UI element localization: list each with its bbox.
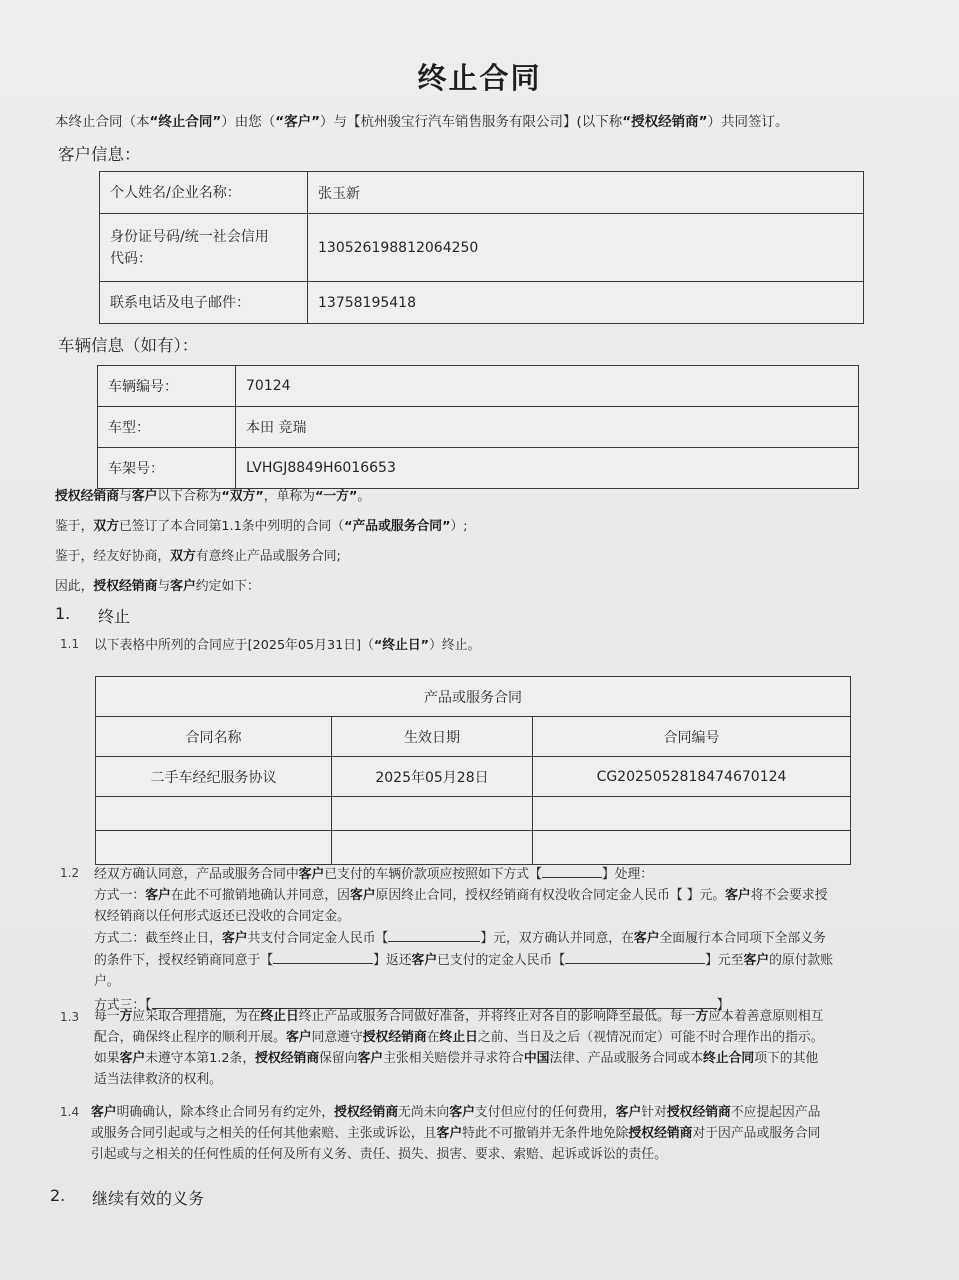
cell-empty <box>96 797 332 831</box>
cell-empty <box>96 831 332 865</box>
clause-1-2-number: 1.2 <box>60 866 80 880</box>
clause-1-3-number: 1.3 <box>60 1010 80 1024</box>
clause-1-1-text: 以下表格中所列的合同应于[2025年05月31日]（“终止日”）终止。 <box>94 638 481 653</box>
section-2-title: 继续有效的义务 <box>92 1189 205 1208</box>
deposit-amount-blank[interactable] <box>388 927 480 942</box>
table-row <box>100 282 864 324</box>
table-row <box>96 797 851 831</box>
cell-empty <box>332 831 533 865</box>
vehicle-model-value: 本田 竞瑞 <box>236 407 859 448</box>
header-effective-date: 生效日期 <box>332 717 533 757</box>
vin-label: 车架号： <box>98 448 236 489</box>
refund-date-blank[interactable] <box>273 949 373 964</box>
section-1-number: 1. <box>55 604 71 623</box>
vin-value: LVHGJ8849H6016653 <box>236 448 859 489</box>
contact-label: 联系电话及电子邮件： <box>100 282 308 324</box>
table-row <box>96 831 851 865</box>
document-title: 终止合同 <box>417 61 542 95</box>
table-row <box>98 407 859 448</box>
intro-paragraph: 本终止合同（本“终止合同”）由您（“客户”）与【杭州骏宝行汽车销售服务有限公司】(以下称“授权经销商”）共同签订。 <box>55 114 789 130</box>
table-header-row <box>96 717 851 757</box>
recital-therefore: 因此，授权经销商与客户约定如下： <box>55 579 260 594</box>
vehicle-info-table <box>97 365 859 489</box>
product-contract-table <box>95 676 851 865</box>
clause-1-2-text: 经双方确认同意，产品或服务合同中客户已支付的车辆价款项应按照如下方式【 】处理： 方式一：客户在此不可撤销地确认并同意，因客户原因终止合同，授权经销商有权没收合同定金人民币【 】元。客户将不会要求授 权经销商以任何形式返还已没收的合同定金。 方式二：截至终止日，客户共支付合同定金人民币【 】元，双方确认并同意，在客户全面履行本合同项下全部义务 的条件下，授权经销商同意于【 】返还客户已支付的定金人民币【 】元至客户的原付款账 户。 方式三：【 】 <box>94 863 894 1016</box>
method-blank[interactable] <box>542 863 602 878</box>
table-caption-row <box>96 677 851 717</box>
vehicle-number-label: 车辆编号： <box>98 366 236 407</box>
table-row <box>100 172 864 214</box>
table-row <box>98 448 859 489</box>
clause-1-4-text: 客户明确确认，除本终止合同另有约定外，授权经销商无尚未向客户支付但应付的任何费用，客户针对授权经销商不应提起因产品 或服务合同引起或与之相关的任何其他索赔、主张或诉讼，且客户特此不可撤销并无条件地免除授权经销商对于因产品或服务合同 引起或与之相关的任何性质的任何及所有义务、责任、损失、损害、要求、索赔、起诉或诉讼的责任。 <box>91 1105 821 1162</box>
vehicle-number-value: 70124 <box>236 366 859 407</box>
vehicle-model-label: 车型： <box>98 407 236 448</box>
recital-whereas-2: 鉴于，经友好协商，双方有意终止产品或服务合同; <box>55 549 341 564</box>
cell-contract-name: 二手车经纪服务协议 <box>96 757 332 797</box>
table-row <box>98 366 859 407</box>
customer-info-heading: 客户信息： <box>58 145 141 164</box>
contact-value: 13758195418 <box>308 282 864 324</box>
cell-empty <box>332 797 533 831</box>
table-caption: 产品或服务合同 <box>96 677 851 717</box>
id-number-value: 130526198812064250 <box>308 214 864 282</box>
cell-empty <box>533 831 851 865</box>
clause-1-4-number: 1.4 <box>60 1105 80 1119</box>
vehicle-info-heading: 车辆信息（如有）： <box>58 336 199 355</box>
clause-1-1-number: 1.1 <box>60 637 80 651</box>
cell-empty <box>533 797 851 831</box>
name-label: 个人姓名/企业名称： <box>100 172 308 214</box>
refund-amount-blank[interactable] <box>565 949 705 964</box>
id-number-label: 身份证号码/统一社会信用 代码： <box>100 214 308 282</box>
customer-info-table <box>99 171 864 324</box>
name-value: 张玉新 <box>308 172 864 214</box>
clause-1-3-text: 每一方应采取合理措施，为在终止日终止产品或服务合同做好准备，并将终止对各自的影响降至最低。每一方应本着善意原则相互 配合，确保终止程序的顺利开展。客户同意遵守授权经销商在终止日之前、当日及之后（视情况而定）可能不时合理作出的指示。 如果客户未遵守本第1.2条，授权经销商保留向客户主张相关赔偿并寻求符合中国法律、产品或服务合同或本终止合同项下的其他 适当法律救济的权利。 <box>94 1009 824 1087</box>
section-1-title: 终止 <box>98 607 131 626</box>
section-2-number: 2. <box>50 1186 66 1205</box>
header-contract-name: 合同名称 <box>96 717 332 757</box>
cell-contract-number: CG2025052818474670124 <box>533 757 851 797</box>
header-contract-number: 合同编号 <box>533 717 851 757</box>
cell-effective-date: 2025年05月28日 <box>332 757 533 797</box>
table-row <box>96 757 851 797</box>
recital-parties: 授权经销商与客户以下合称为“双方”，单称为“一方”。 <box>55 489 371 504</box>
table-row <box>100 214 864 282</box>
recital-whereas-1: 鉴于，双方已签订了本合同第1.1条中列明的合同（“产品或服务合同”）; <box>55 519 468 534</box>
